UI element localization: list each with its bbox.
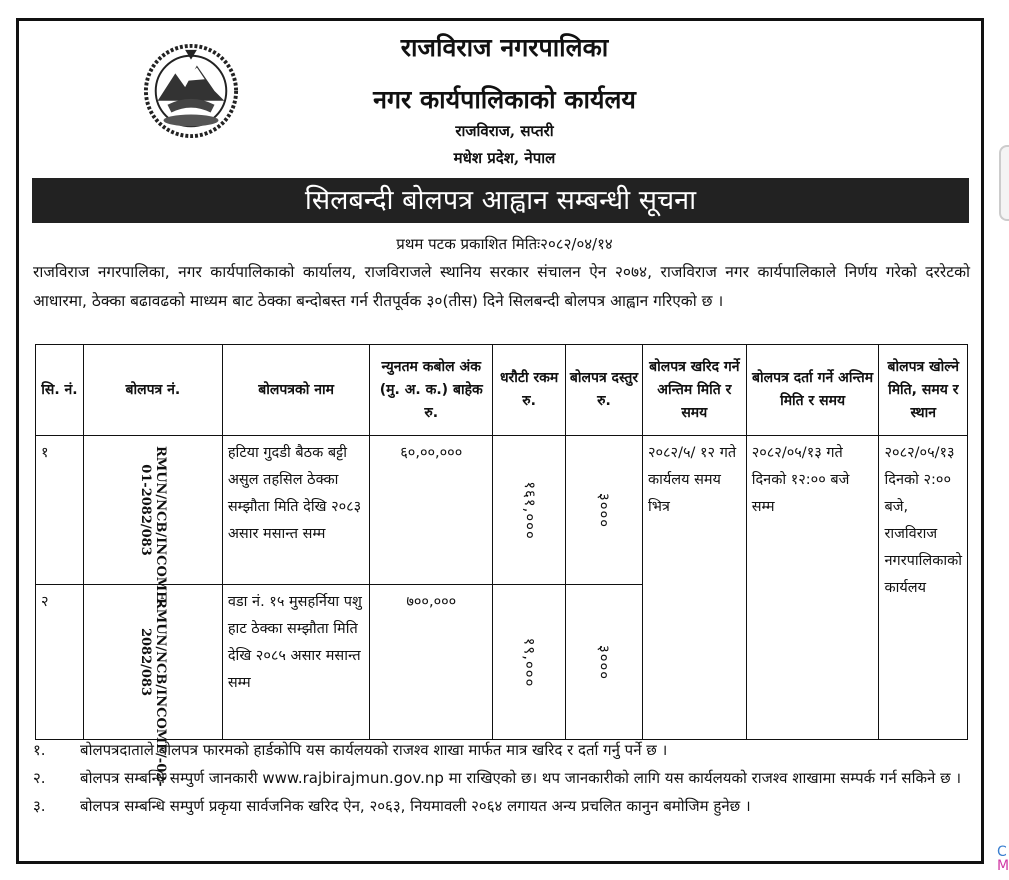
corner-text-a: C bbox=[997, 844, 1007, 860]
row-name: हटिया गुदडी बैठक बट्टी असुल तहसिल ठेक्का सम्झौता मिति देखि २०८३ असार मसान्त सम्म bbox=[222, 436, 370, 585]
note-number: २. bbox=[33, 769, 46, 787]
bid-no-text: RMUN/NCB/INCOME/-02-2082/083 bbox=[137, 598, 168, 787]
province: मधेश प्रदेश, नेपाल bbox=[453, 149, 556, 167]
note-number: ३. bbox=[33, 797, 46, 815]
row-fee bbox=[566, 585, 643, 740]
note-text: बोलपत्र सम्बन्धि सम्पुर्ण प्रकृया सार्वजनिक खरिद ऐन, २०६३, नियमावली २०६४ लगायत अन्य प्रचलित कानुन बमोजिम हुनेछ । bbox=[80, 797, 751, 815]
notes-list bbox=[33, 736, 970, 820]
row-bid-no bbox=[83, 436, 222, 607]
row-deposit bbox=[493, 585, 566, 740]
purchase-deadline-cell: २०८२/५/ १२ गते कार्यलय समय भित्र bbox=[642, 436, 746, 740]
bid-no-text: RMUN/NCB/INCOME-01-2082/083 bbox=[137, 446, 168, 607]
header-bid-no: बोलपत्र नं. bbox=[83, 345, 222, 436]
note-text: बोलपत्रदाताले बोलपत्र फारमको हार्डकोपि यस कार्यलयको राजश्व शाखा मार्फत मात्र खरिद र दर्ता गर्नु पर्ने छ । bbox=[80, 741, 668, 759]
note-text: बोलपत्र सम्बन्धि सम्पुर्ण जानकारी www.rajbirajmun.gov.np मा राखिएको छ। थप जानकारीको लागि यस कार्यलयको राजश्व शाखामा सम्पर्क गर्न सकिने छ । bbox=[80, 769, 962, 787]
table-header-row bbox=[36, 345, 968, 436]
header-submit-deadline: बोलपत्र दर्ता गर्ने अन्तिम मिति र समय bbox=[746, 345, 879, 436]
row-sn: १ bbox=[36, 436, 84, 585]
list-item bbox=[33, 736, 970, 764]
header-deposit: धरौटी रकम रु. bbox=[493, 345, 566, 436]
org-name: राजविराज नगरपालिका bbox=[400, 33, 609, 62]
header-purchase-deadline: बोलपत्र खरिद गर्ने अन्तिम मिति र समय bbox=[642, 345, 746, 436]
table-row bbox=[36, 436, 968, 585]
deposit-text: १९,००० bbox=[520, 637, 539, 687]
corner-text bbox=[997, 845, 1009, 873]
header-min-amount: न्युनतम कबोल अंक (मु. अ. क.) बाहेक रु. bbox=[370, 345, 493, 436]
row-bid-no bbox=[83, 585, 222, 787]
note-number: १. bbox=[33, 741, 46, 759]
row-deposit bbox=[493, 436, 566, 585]
row-min-amount: ७००,००० bbox=[370, 585, 493, 740]
office-name: नगर कार्यपालिकाको कार्यलय bbox=[373, 85, 636, 114]
header-name: बोलपत्रको नाम bbox=[222, 345, 370, 436]
header-sn: सि. नं. bbox=[36, 345, 84, 436]
row-min-amount: ६०,००,००० bbox=[370, 436, 493, 585]
fee-text: ३००० bbox=[595, 644, 614, 680]
deposit-text: १६१,००० bbox=[520, 480, 539, 540]
fee-text: ३००० bbox=[595, 492, 614, 528]
notice-title-banner: सिलबन्दी बोलपत्र आह्वान सम्बन्धी सूचना bbox=[32, 178, 969, 223]
location: राजविराज, सप्तरी bbox=[455, 122, 554, 140]
header-opening: बोलपत्र खोल्ने मिति, समय र स्थान bbox=[879, 345, 968, 436]
intro-paragraph: राजविराज नगरपालिका, नगर कार्यपालिकाको कार्यालय, राजविराजले स्थानिय सरकार संचालन ऐन २०७४, राजविराज नगर कार्यपालिकाले निर्णय गरेको दररेटको आधारमा, ठेक्का बढावढको माध्यम बाट ठेक्का बन्दोबस्त गर्न रीतपूर्वक ३०(तीस) दिने सिलबन्दी बोलपत्र आह्वान गरिएको छ । bbox=[33, 263, 970, 310]
row-fee bbox=[566, 436, 643, 585]
opening-cell: २०८२/०५/१३ दिनको २:०० बजे, राजविराज नगरपालिकाको कार्यलय bbox=[879, 436, 968, 740]
side-panel-tab[interactable] bbox=[999, 145, 1009, 221]
publish-date: प्रथम पटक प्रकाशित मितिः२०८२/०४/१४ bbox=[396, 235, 613, 253]
row-name: वडा नं. १५ मुसहर्निया पशु हाट ठेक्का सम्झौता मिति देखि २०८५ असार मसान्त सम्म bbox=[222, 585, 370, 740]
list-item bbox=[33, 792, 970, 820]
list-item bbox=[33, 764, 970, 792]
submit-deadline-cell: २०८२/०५/१३ गते दिनको १२:०० बजे सम्म bbox=[746, 436, 879, 740]
header-fee: बोलपत्र दस्तुर रु. bbox=[566, 345, 643, 436]
row-sn: २ bbox=[36, 585, 84, 740]
corner-text-b: M bbox=[997, 858, 1009, 874]
